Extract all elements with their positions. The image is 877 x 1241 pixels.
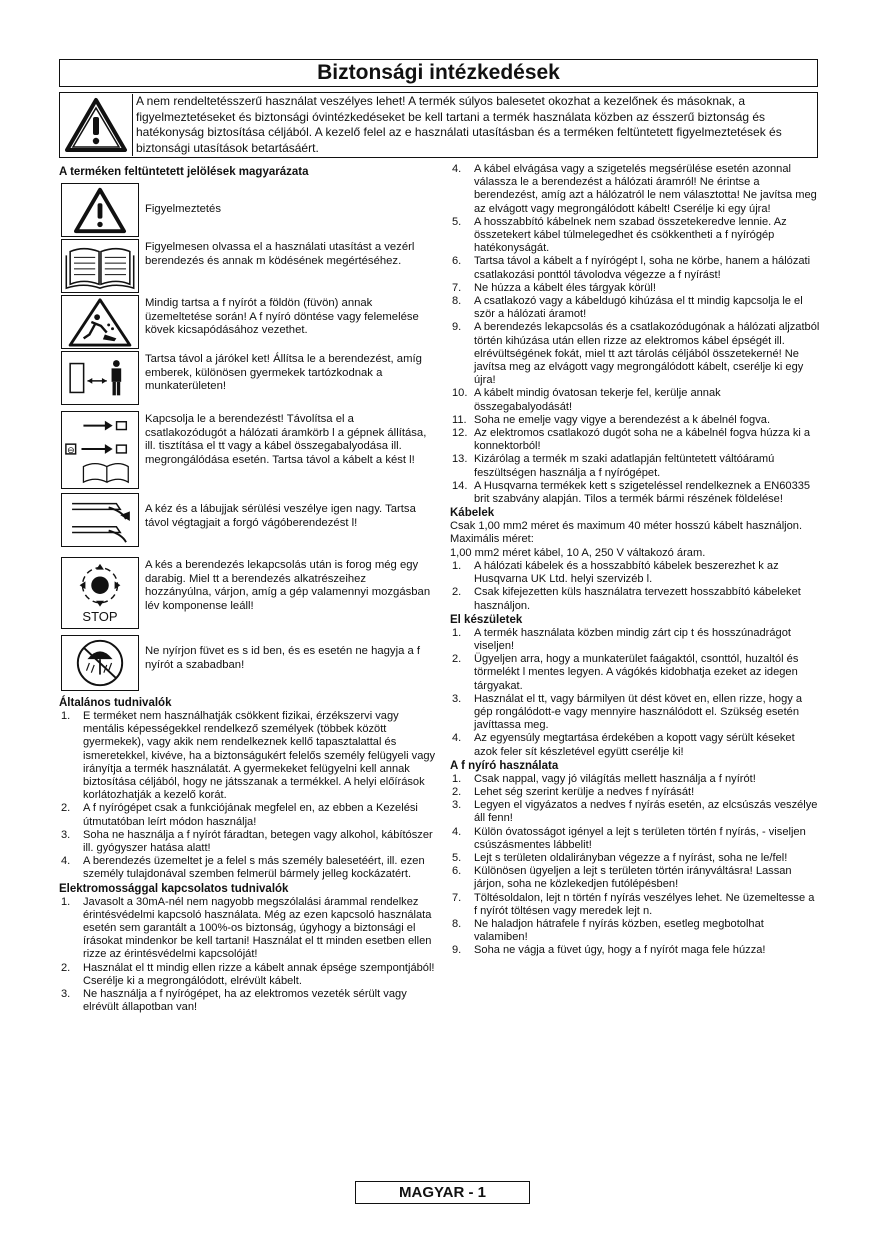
list-item: 7. Ne húzza a kábelt éles tárgyak körül! — [452, 281, 656, 294]
left-column — [59, 165, 442, 1014]
list-item: 5. Lejt s területen oldalirányban végezze a f nyírást, soha ne le/fel! — [452, 851, 788, 864]
list-item: 1. A termék használata közben mindig zárt cip t és hosszúnadrágot viseljen! — [452, 626, 791, 652]
list-item: 5. A hosszabbító kábelnek nem szabad összetekeredve lennie. Az összetekert kábel túlmelegedhet és csökkentheti a f nyírógép hatékonyságát. — [452, 215, 787, 255]
symbol-text: A kéz és a lábujjak sérülési veszélye igen nagy. Tartsa távol végtagjait a forgó vágóberendezést l! — [145, 503, 416, 529]
plug-symbol: ⊖ — [67, 444, 75, 455]
general-heading: Általános tudnivalók — [59, 697, 172, 709]
prep-heading: El készületek — [450, 613, 523, 626]
symbol-text: A kés a berendezés lekapcsolás után is forog még egy darabig. Miel tt a berendezés alkatrészeihez hozzányúlna, várjon, amíg a gép valamennyi mozgásban lév komponense leáll! — [145, 559, 431, 612]
symbol-row — [59, 635, 442, 693]
list-item: 11. Soha ne emelje vagy vigye a berendezést a k ábelnél fogva. — [452, 413, 771, 426]
electric-heading: Elektromossággal kapcsolatos tudnivalók — [59, 882, 289, 895]
symbol-text: Tartsa távol a járókel ket! Állítsa le a berendezést, amíg emberek, különösen gyermekek tartózkodnak a munkaterületen! — [145, 353, 422, 393]
symbol-text: Mindig tartsa a f nyírót a földön (füvön) annak üzemeltetése során! A f nyíró döntése vagy felemelése kövek kicsapódásához vezethet. — [145, 297, 419, 337]
usage-heading: A f nyíró használata — [450, 759, 559, 772]
electric-list-part1 — [59, 896, 442, 1015]
list-item: 2. A f nyírógépet csak a funkciójának megfelel en, az ebben a Kezelési útmutatóban leírt módon használja! — [61, 802, 418, 828]
list-item: 4. Az egyensúly megtartása érdekében a kopott vagy sérült késeket azok feler sít készletével együtt cserélje ki! — [452, 732, 795, 758]
symbol-text: Figyelmesen olvassa el a használati utasítást a vezérl berendezés és annak m ködésének megértéséhez. — [145, 241, 415, 267]
cables-text: 1,00 mm2 méret kábel, 10 A, 250 V váltakozó áram. — [450, 546, 706, 559]
electric-list-part2 — [450, 163, 820, 506]
list-item: 3. Legyen el vigyázatos a nedves f nyírás esetén, az elcsúszás veszélye áll fenn! — [452, 799, 818, 825]
rain-icon — [61, 635, 139, 691]
list-item: 8. A csatlakozó vagy a kábeldugó kihúzása el tt mindig kapcsolja le el ször a hálózati áramot! — [452, 295, 803, 321]
list-item: 10. A kábelt mindig óvatosan tekerje fel, kerülje annak összegabalyodását! — [452, 387, 721, 413]
list-item: 4. Külön óvatosságot igényel a lejt s területen történ f nyírás, - viseljen csúszásmentes lábbelit! — [452, 825, 806, 851]
symbol-text: Figyelmeztetés — [145, 203, 221, 215]
list-item: 8. Ne haladjon hátrafele f nyírás közben, esetleg megbotolhat valamiben! — [452, 917, 764, 944]
cables-text: Maximális méret: — [450, 533, 534, 546]
list-item: 1. E terméket nem használhatják csökkent fizikai, érzékszervi vagy mentális képességekkel rendelkező személyek (többek között gyermekek), vagy akik nem rendelkeznek kellő tapasztalattal és ismeretekkel, kivéve, ha a biztonságukért felelős személy felügyeli vagy irányítja a termék használatát. A gyermekeket felügyelni kell annak biztosítása céljából, hogy ne játsszanak a termékkel. A helyi előírások korlátozhatják a kezelő korát. — [61, 710, 436, 802]
page-footer: MAGYAR - 1 — [355, 1181, 530, 1204]
symbol-row — [59, 493, 442, 547]
list-item: 6. Különösen ügyeljen a lejt s területen történ irányváltásra! Lassan járjon, soha ne közlekedjen futólépésben! — [452, 865, 792, 891]
list-item: 2. Csak kifejezetten küls használatra tervezett hosszabbító kábeleket használjon. — [452, 586, 801, 612]
warning-triangle-icon — [61, 183, 139, 237]
list-item: 3. Soha ne használja a f nyírót fáradtan, betegen vagy alkohol, kábítószer ill. gyógyszer hatása alatt! — [61, 828, 433, 855]
symbol-row — [59, 183, 442, 237]
cables-text: Csak 1,00 mm2 méret és maximum 40 méter hosszú kábelt használjon. — [450, 520, 803, 533]
list-item: 7. Töltésoldalon, lejt n történ f nyírás veszélyes lehet. Ne üzemeltesse a f nyírót töltésen vagy meredek lejt n. — [452, 891, 815, 917]
list-item: 12. Az elektromos csatlakozó dugót soha ne a kábelnél fogva húzza ki a konnektorból! — [452, 427, 811, 453]
stop-label: STOP — [82, 609, 118, 624]
list-item: 2. Ügyeljen arra, hogy a munkaterület faágaktól, csonttól, huzaltól és törmelékt l mentes legyen. A vágókés kidobhatja ezeket az idegen tárgyakat. — [452, 653, 799, 692]
symbol-row — [59, 295, 442, 349]
intro-warning-box — [59, 92, 818, 158]
thrown-objects-icon — [61, 295, 139, 349]
list-item: 14. A Husqvarna termékek kett s szigeteléssel rendelkeznek a EN60335 brit szabvány alapján. Tilos a termék bármi részének földelése! — [452, 479, 811, 506]
list-item: 1. Javasolt a 30mA-nél nem nagyobb megszólalási árammal rendelkez érintésvédelmi kapcsoló használata. Még az ezen kapcsoló használata esetén sem garantált a 100%-os biztonság, úgyhogy a biztonsági el írásokat mindenkor be kell tartani! Használat el tt minden esetben ellen rizze az érintésvédelmi kapcsolóját! — [61, 895, 432, 961]
list-item: 2. Lehet ség szerint kerülje a nedves f nyírását! — [452, 785, 695, 798]
manual-book-icon — [61, 239, 139, 293]
cables-heading: Kábelek — [450, 507, 495, 520]
prep-list — [450, 627, 820, 759]
list-item: 6. Tartsa távol a kábelt a f nyírógépt l, soha ne körbe, hanem a hálózati csatlakozási ponttól távolodva végezze a f nyírást! — [452, 255, 811, 281]
symbol-row — [59, 557, 442, 631]
list-item: 9. Soha ne vágja a füvet úgy, hogy a f nyírót maga fele húzza! — [452, 944, 766, 957]
symbol-row — [59, 239, 442, 293]
symbol-text: Kapcsolja le a berendezést! Távolítsa el a csatlakozódugót a hálózati áramkörb l a gépnek állítása, ill. tisztítása el tt vagy a kábel összegabalyodása ill. megrongálódása esetén. Tartsa távol a kábelt a kést l! — [145, 413, 427, 466]
list-item: 2. Használat el tt mindig ellen rizze a kábelt annak épsége szempontjából! Cserélje ki a megrongálódott, elrévült kábelt. — [61, 961, 435, 987]
list-item: 3. Használat el tt, vagy bármilyen üt dést követ en, ellen rizze, hogy a gép rongálódott-e vagy mennyire használódott el. Szükség esetén javíttassa meg. — [452, 692, 803, 732]
symbol-row — [59, 351, 442, 405]
list-item: 1. A hálózati kábelek és a hosszabbító kábelek beszerezhet k az Husqvarna UK Ltd. helyi szervizéb l. — [452, 559, 779, 586]
list-item: 3. Ne használja a f nyírógépet, ha az elektromos vezeték sérült vagy elrévült állapotban van! — [61, 988, 407, 1014]
symbol-row — [59, 411, 442, 491]
unplug-icon — [61, 411, 139, 489]
symbols-heading: A terméken feltüntetett jelölések magyarázata — [59, 166, 309, 178]
list-item: 1. Csak nappal, vagy jó világítás mellett használja a f nyírót! — [452, 772, 756, 785]
intro-text: A nem rendeltetésszerű használat veszélyes lehet! A termék súlyos balesetet okozhat a kezelőnek és másoknak, a figyelmeztetéseket és biztonsági óvintézkedéseket be kell tartani a termék használata közben az ésszerű biztonság és hatékonyság biztosítása céljából. A kezelő felel az e használati utasításban és a terméken feltüntetett figyelmeztetések és biztonsági utasítások betartásáért. — [132, 94, 813, 156]
bystanders-distance-icon — [61, 351, 139, 405]
list-item: 4. A berendezés üzemeltet je a felel s más személy balesetéért, ill. ezen személy tulajdonával szemben felmerül bármely jelleg kockázatért. — [61, 855, 425, 881]
page-title: Biztonsági intézkedések — [59, 59, 818, 87]
cables-list — [450, 560, 820, 613]
warning-triangle-icon — [64, 97, 128, 153]
usage-list — [450, 773, 820, 958]
right-column — [450, 163, 820, 958]
general-list — [59, 710, 442, 882]
rotating-blade-icon — [61, 493, 139, 547]
list-item: 4. A kábel elvágása vagy a szigetelés megsérülése esetén azonnal válassza le a berendezést a hálózati áramról! Ne érintse a berendezést, amíg azt a hálózatról le nem választotta! Ne javítsa meg az elvágott vagy megrongálódott kábelt! Cserélje ki egy újra! — [452, 163, 817, 215]
list-item: 13. Kizárólag a termék m szaki adatlapján feltüntetett váltóáramú feszültségen használja a f nyírógépet. — [452, 453, 775, 479]
symbol-text: Ne nyírjon füvet es s id ben, és es esetén ne hagyja a f nyírót a szabadban! — [145, 645, 421, 671]
list-item: 9. A berendezés lekapcsolás és a csatlakozódugónak a hálózati aljzatból történ kihúzása után ellen rizze az elektromos kábel épségét ill. elrévültségének fokát, miel tt azt tárolás céljából összetekerné! Ne javítsa meg az elvágott vagy megrongálódott kábelt, cserélje ki egy újra! — [452, 321, 820, 387]
